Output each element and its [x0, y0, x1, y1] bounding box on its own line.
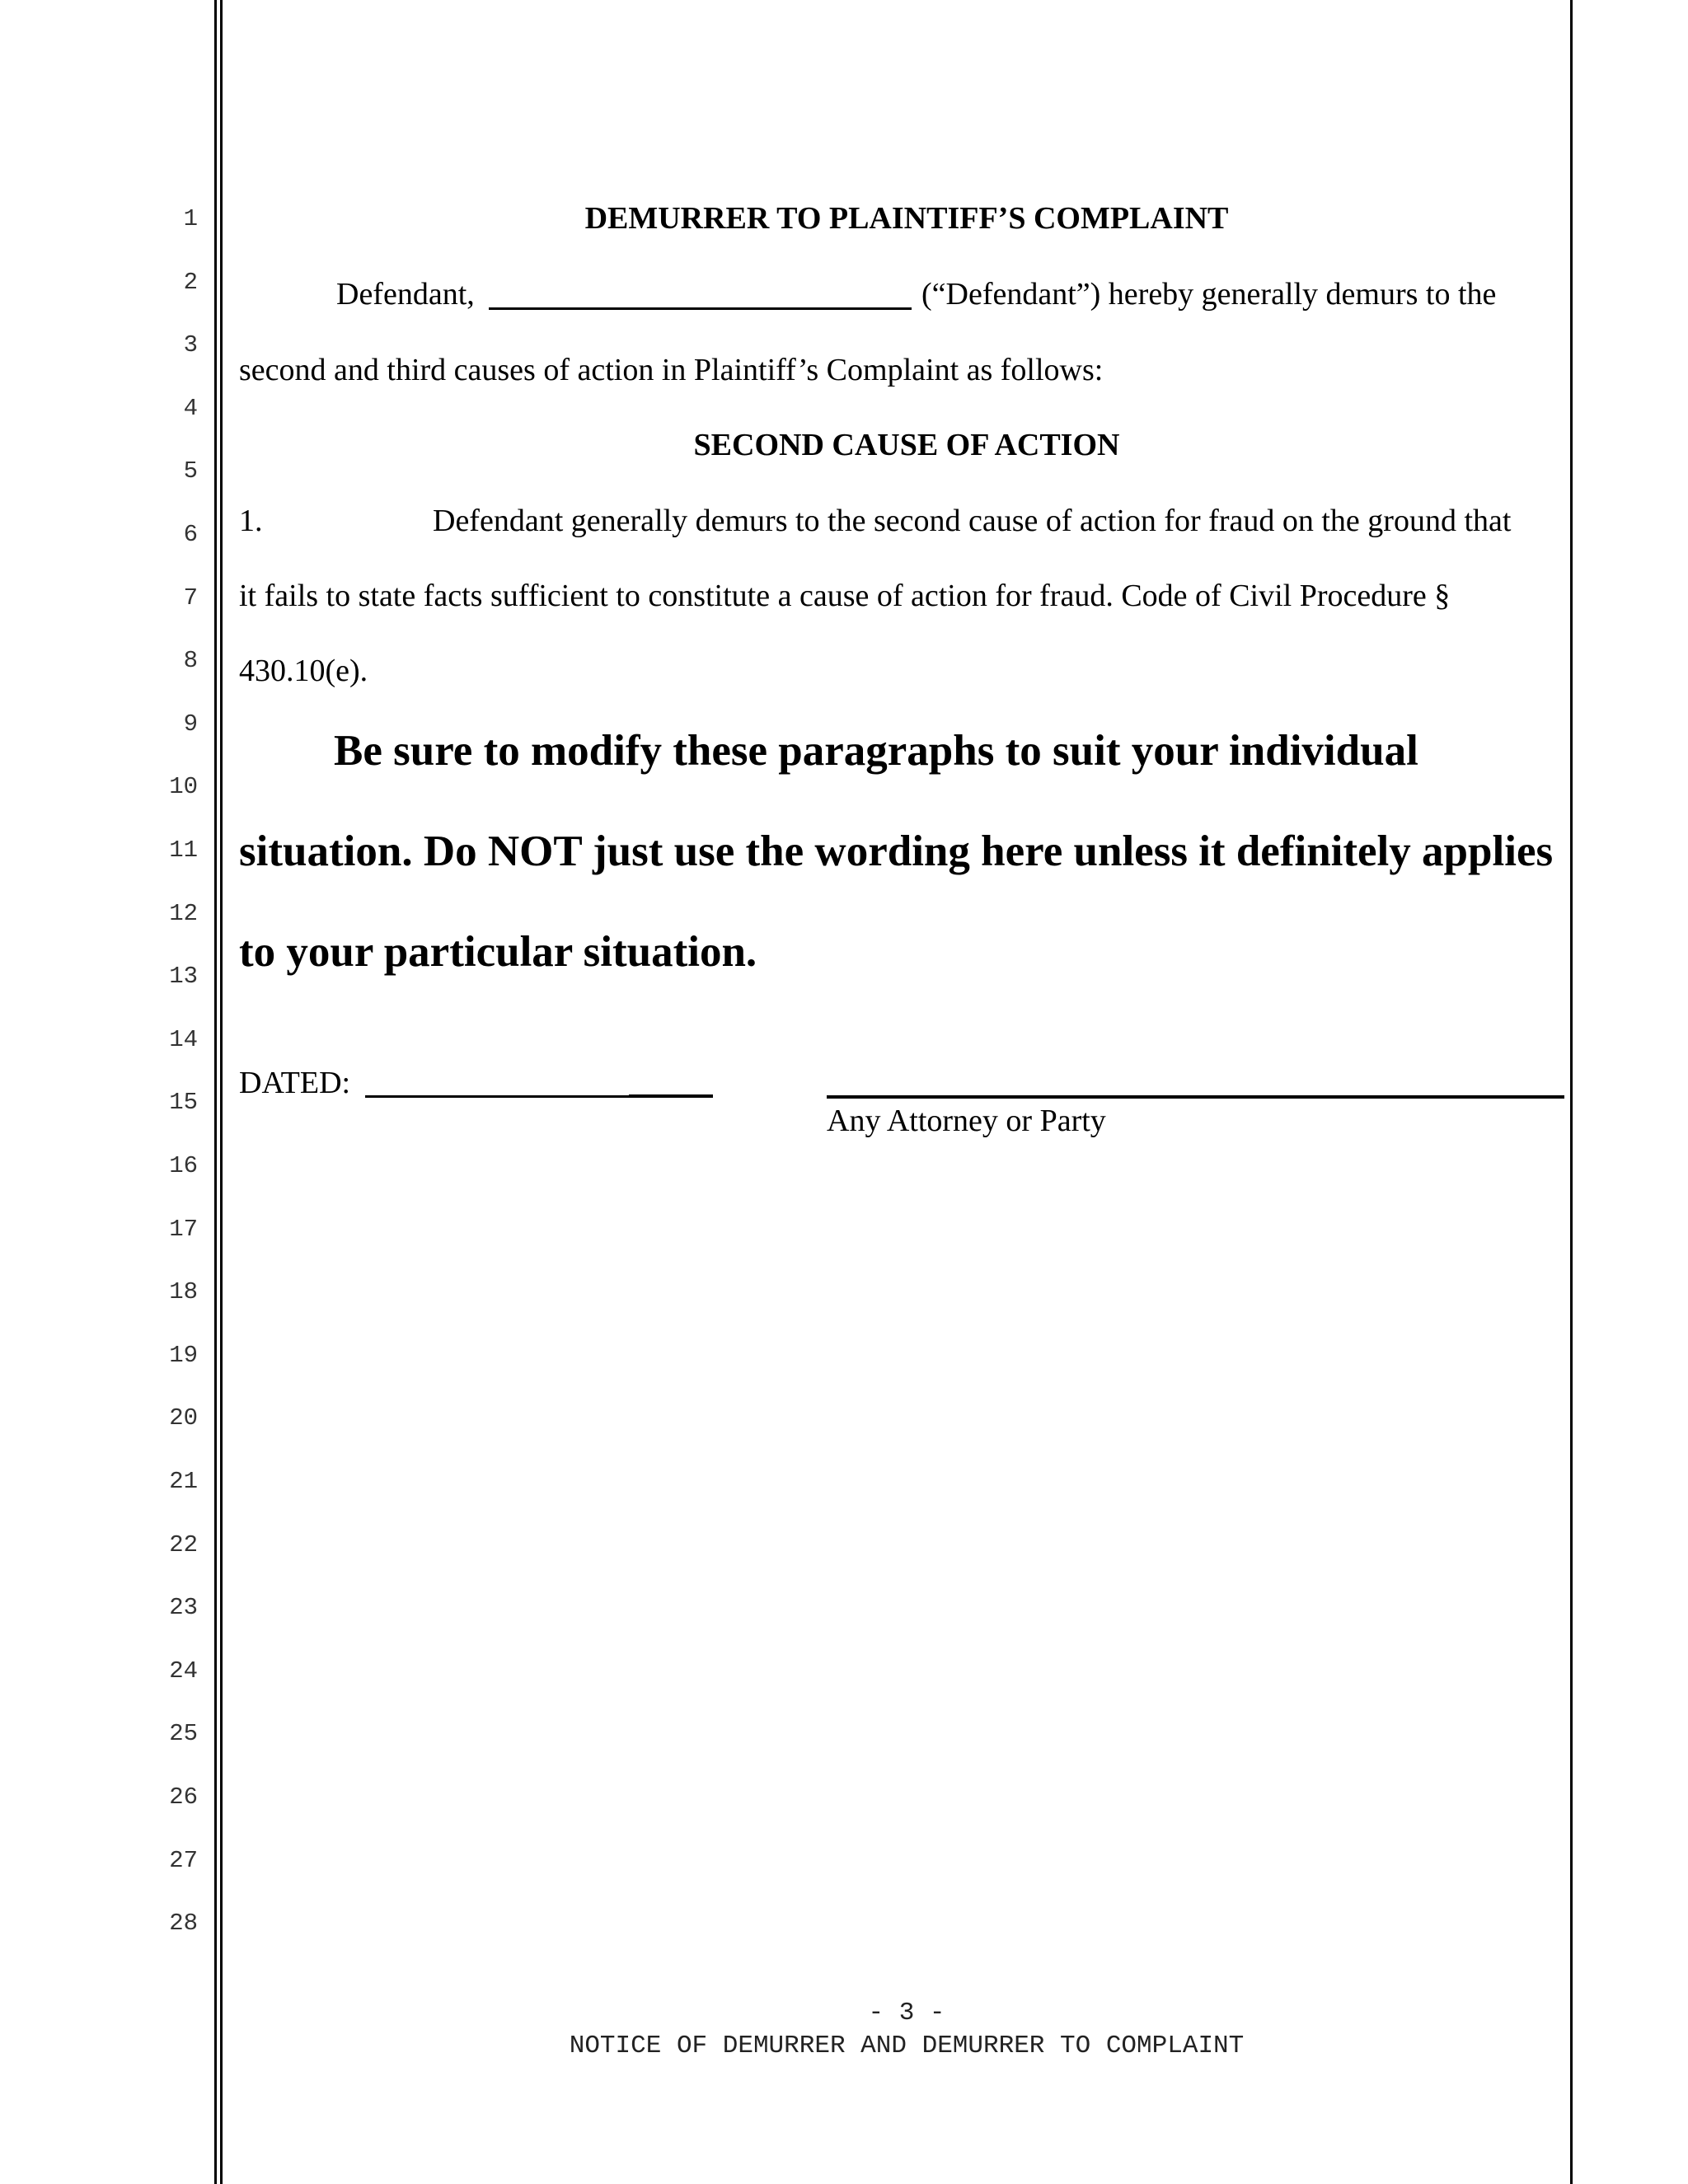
line-number: 6: [183, 521, 198, 548]
line-number: 21: [169, 1468, 198, 1495]
line-number: 9: [183, 710, 198, 738]
line-number: 7: [183, 584, 198, 612]
pleading-rule-left-inner: [220, 0, 223, 2184]
line-number: 18: [169, 1278, 198, 1305]
line-number: 14: [169, 1026, 198, 1053]
line-number: 19: [169, 1342, 198, 1369]
line-number: 17: [169, 1216, 198, 1243]
warning-line-2: situation. Do NOT just use the wording here unless it definitely applies: [239, 827, 1554, 875]
line-number: 27: [169, 1847, 198, 1874]
line-number: 2: [183, 269, 198, 296]
line-number: 12: [169, 900, 198, 927]
line-number: 13: [169, 963, 198, 990]
line-number: 8: [183, 647, 198, 674]
line-number: 28: [169, 1910, 198, 1937]
dated-label: DATED:: [239, 1066, 351, 1100]
section-heading: SECOND CAUSE OF ACTION: [693, 428, 1120, 462]
pleading-rule-right: [1570, 0, 1573, 2184]
line-number: 20: [169, 1404, 198, 1432]
line-number: 26: [169, 1783, 198, 1811]
line-number: 11: [169, 837, 198, 864]
date-blank[interactable]: [365, 1095, 629, 1098]
warning-line-1: Be sure to modify these paragraphs to suit your individual: [334, 727, 1418, 775]
line-number: 16: [169, 1152, 198, 1179]
paragraph-1-line-1: Defendant generally demurs to the second cause of action for fraud on the ground that: [433, 504, 1512, 538]
paragraph-number: 1.: [239, 504, 263, 538]
signature-blank[interactable]: [827, 1095, 1564, 1099]
defendant-suffix: (“Defendant”) hereby generally demurs to the: [921, 277, 1497, 312]
line-number: 1: [183, 205, 198, 232]
date-blank-extension: [629, 1094, 713, 1098]
line-number: 4: [183, 395, 198, 422]
signer-label: Any Attorney or Party: [827, 1104, 1106, 1138]
paragraph-1-line-2: it fails to state facts sufficient to constitute a cause of action for fraud. Code of Civil Procedure §: [239, 579, 1451, 613]
footer-document-title: NOTICE OF DEMURRER AND DEMURRER TO COMPLAINT: [569, 2032, 1245, 2060]
line-number: 10: [169, 773, 198, 800]
warning-line-3: to your particular situation.: [239, 928, 757, 976]
line-number: 5: [183, 457, 198, 485]
line-number: 24: [169, 1657, 198, 1685]
defendant-name-blank[interactable]: [489, 307, 912, 310]
intro-line-2: second and third causes of action in Plaintiff’s Complaint as follows:: [239, 353, 1104, 387]
line-number: 15: [169, 1089, 198, 1116]
line-number: 25: [169, 1720, 198, 1747]
line-number: 23: [169, 1594, 198, 1621]
page-number: - 3 -: [868, 1999, 945, 2027]
line-number: 3: [183, 331, 198, 359]
line-number: 22: [169, 1531, 198, 1558]
document-title: DEMURRER TO PLAINTIFF’S COMPLAINT: [584, 201, 1229, 236]
defendant-label: Defendant,: [336, 277, 475, 312]
paragraph-1-line-3: 430.10(e).: [239, 654, 368, 688]
pleading-rule-left-outer: [214, 0, 217, 2184]
